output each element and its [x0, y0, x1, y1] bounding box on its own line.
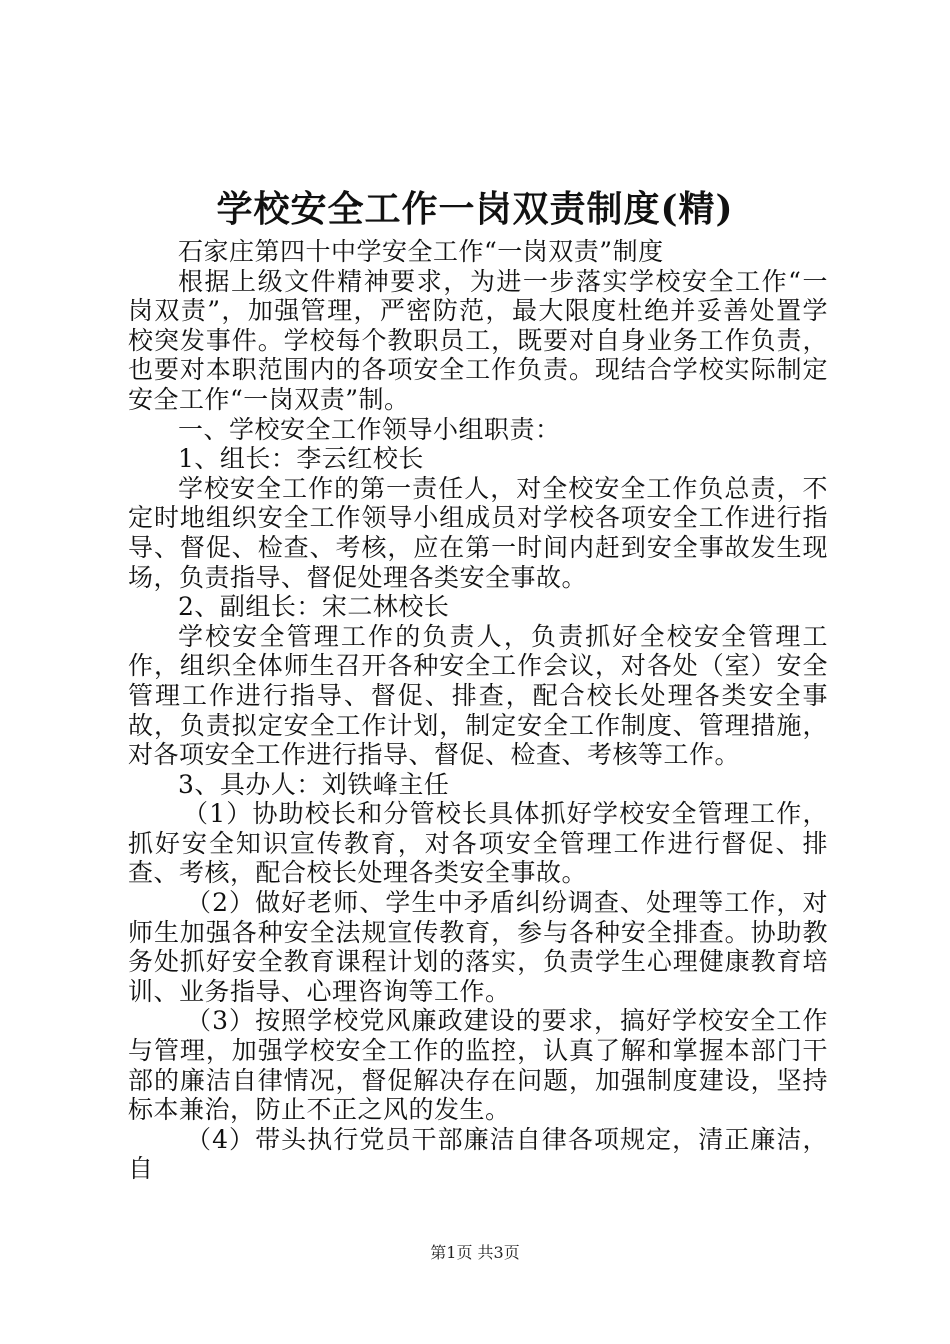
subtitle-paragraph: 石家庄第四十中学安全工作“一岗双责”制度 [178, 237, 664, 266]
role-heading-officer: 3、具办人：刘铁峰主任 [178, 769, 450, 799]
section-heading: 一、学校安全工作领导小组职责： [178, 414, 561, 444]
officer-duty-2: （2）做好老师、学生中矛盾纠纷调查、处理等工作，对师生加强各种安全法规宣传教育，参与各种安全排查。协助教务处抓好安全教育课程计划的落实，负责学生心理健康教育培训、业务指导、心理咨询等工作。 [128, 888, 828, 1006]
page-number-footer: 第1页 共3页 [430, 1243, 520, 1262]
deputy-duties-paragraph: 学校安全管理工作的负责人，负责抓好全校安全管理工作，组织全体师生召开各种安全工作会议，对各处（室）安全管理工作进行指导、督促、排查，配合校长处理各类安全事故，负责拟定安全工作计划，制定安全工作制度、管理措施，对各项安全工作进行指导、督促、检查、考核等工作。 [128, 621, 828, 770]
document-title: 学校安全工作一岗双责制度(精) [216, 188, 734, 230]
officer-duty-4: （4）带头执行党员干部廉洁自律各项规定，清正廉洁，自 [128, 1124, 828, 1184]
officer-duty-1: （1）协助校长和分管校长具体抓好学校安全管理工作，抓好安全知识宣传教育，对各项安全管理工作进行督促、排查、考核，配合校长处理各类安全事故。 [128, 799, 828, 888]
leader-duties-paragraph: 学校安全工作的第一责任人，对全校安全工作负总责，不定时地组织安全工作领导小组成员对学校各项安全工作进行指导、督促、检查、考核，应在第一时间内赶到安全事故发生现场，负责指导、督促处理各类安全事故。 [128, 473, 828, 592]
officer-duty-3: （3）按照学校党风廉政建设的要求，搞好学校安全工作与管理，加强学校安全工作的监控，认真了解和掌握本部门干部的廉洁自律情况，督促解决存在问题，加强制度建设，坚持标本兼治，防止不正之风的发生。 [128, 1006, 828, 1125]
intro-paragraph: 根据上级文件精神要求，为进一步落实学校安全工作“一岗双责”，加强管理，严密防范，最大限度杜绝并妥善处置学校突发事件。学校每个教职员工，既要对自身业务工作负责，也要对本职范围内的各项安全工作负责。现结合学校实际制定安全工作“一岗双责”制。 [128, 266, 828, 414]
document-body [128, 237, 828, 1184]
role-heading-deputy: 2、副组长：宋二林校长 [178, 592, 450, 622]
role-heading-leader: 1、组长：李云红校长 [178, 444, 424, 474]
